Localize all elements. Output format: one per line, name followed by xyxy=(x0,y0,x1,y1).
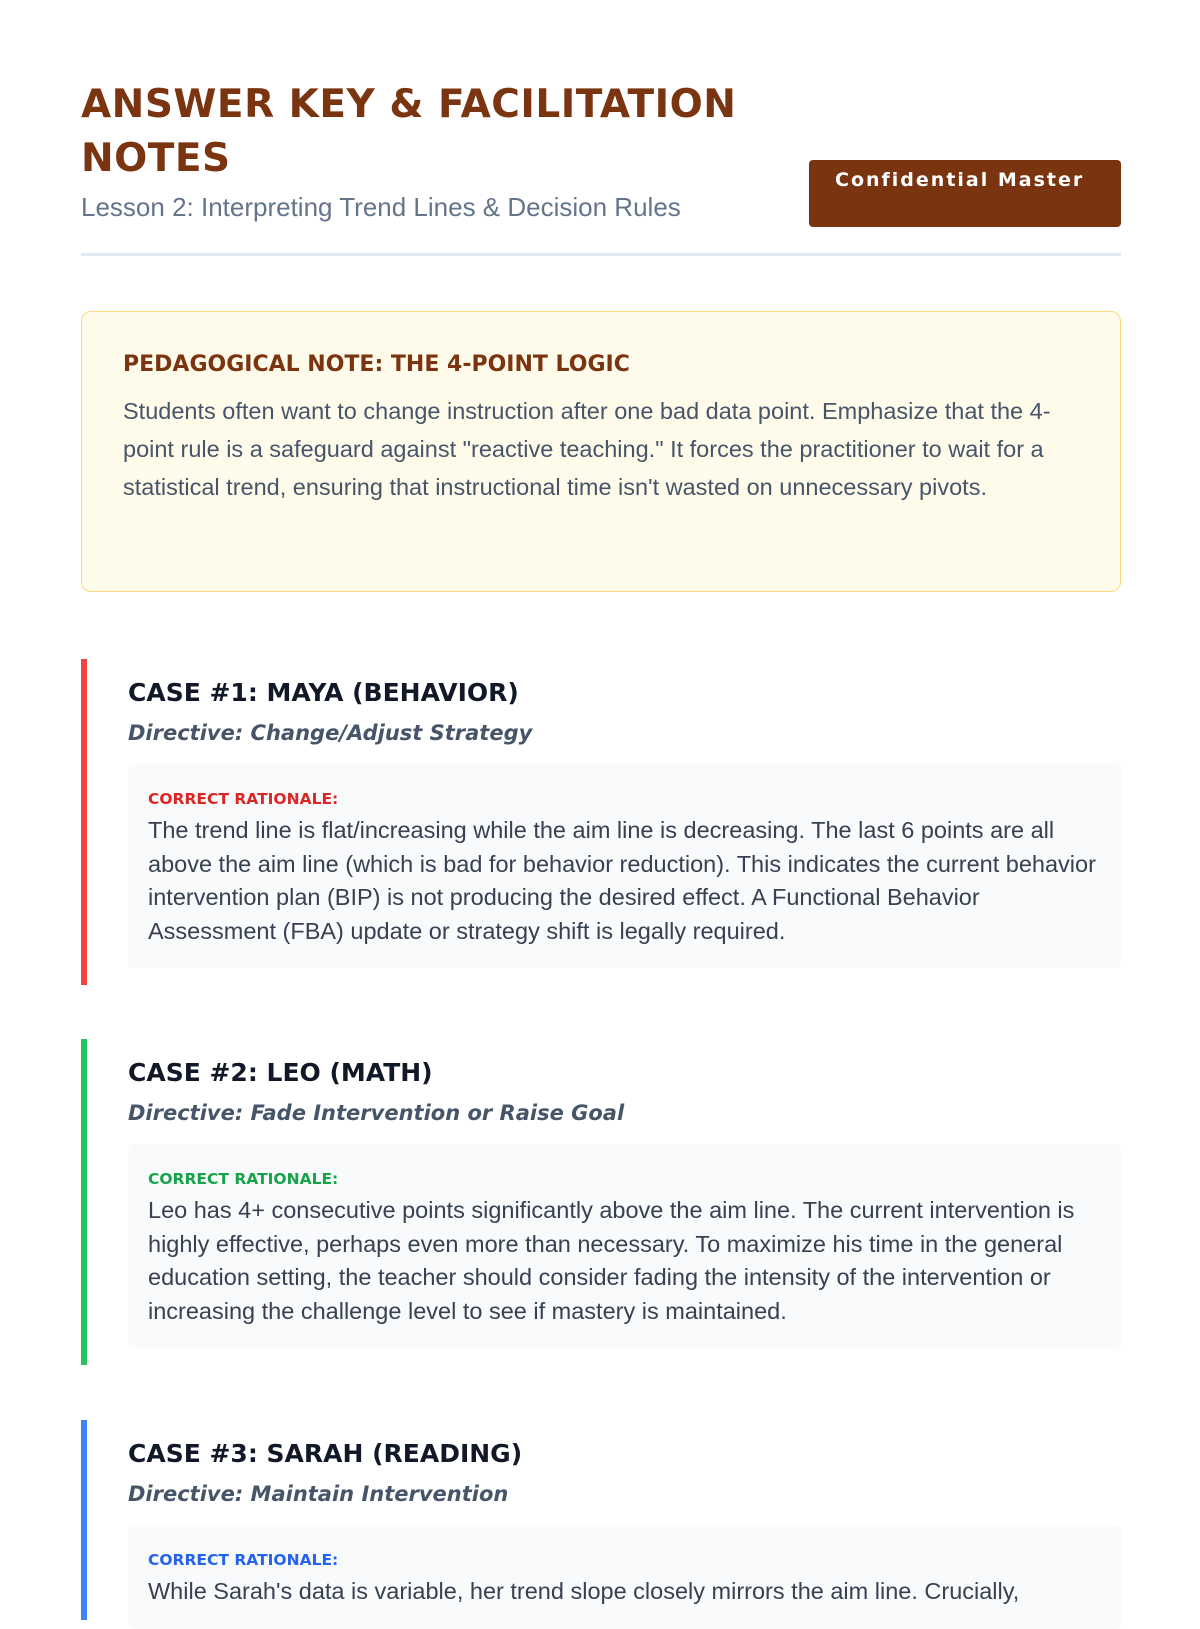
lesson-subtitle: Lesson 2: Interpreting Trend Lines & Decision Rules xyxy=(81,192,681,222)
case-directive: Directive: Maintain Intervention xyxy=(128,1482,509,1506)
case-card-maya xyxy=(81,659,1121,985)
page-title: ANSWER KEY & FACILITATION NOTES xyxy=(81,82,737,181)
rationale-box xyxy=(128,764,1121,968)
note-title: PEDAGOGICAL NOTE: THE 4-POINT LOGIC xyxy=(123,352,630,377)
rationale-label: CORRECT RATIONALE: xyxy=(148,790,339,808)
case-title: CASE #3: SARAH (READING) xyxy=(128,1439,523,1468)
rationale-box xyxy=(128,1144,1121,1348)
confidential-badge: Confidential Master xyxy=(809,160,1121,227)
case-directive: Directive: Fade Intervention or Raise Goal xyxy=(128,1101,625,1125)
rationale-box xyxy=(128,1525,1121,1629)
page-header xyxy=(81,0,1121,256)
answer-key-page xyxy=(81,0,1121,1604)
case-card-leo xyxy=(81,1039,1121,1365)
rationale-label: CORRECT RATIONALE: xyxy=(148,1170,339,1188)
header-divider xyxy=(81,253,1121,256)
case-title: CASE #1: MAYA (BEHAVIOR) xyxy=(128,678,519,707)
case-title: CASE #2: LEO (MATH) xyxy=(128,1058,433,1087)
note-body: Students often want to change instruction after one bad data point. Emphasize that the 4-point rule is a safeguard against "reactive teaching." It forces the practitioner to wait for a statistical trend, ensuring that instructional time isn't wasted on unnecessary pivots. xyxy=(123,398,1051,500)
pedagogical-note-callout xyxy=(81,311,1121,592)
case-card-sarah xyxy=(81,1420,1121,1620)
rationale-text: The trend line is flat/increasing while the aim line is decreasing. The last 6 points are all above the aim line (which is bad for behavior reduction). This indicates the current behavior intervention plan (BIP) is not producing the desired effect. A Functional Behavior Assessment (FBA) update or strategy shift is legally required. xyxy=(148,817,1096,944)
rationale-text: Leo has 4+ consecutive points significantly above the aim line. The current intervention is highly effective, perhaps even more than necessary. To maximize his time in the general education setting, the teacher should consider fading the intensity of the intervention or increasing the challenge level to see if mastery is maintained. xyxy=(148,1197,1075,1324)
rationale-label: CORRECT RATIONALE: xyxy=(148,1551,339,1569)
case-directive: Directive: Change/Adjust Strategy xyxy=(128,721,533,745)
rationale-text: While Sarah's data is variable, her trend slope closely mirrors the aim line. Crucially, xyxy=(148,1578,1020,1604)
